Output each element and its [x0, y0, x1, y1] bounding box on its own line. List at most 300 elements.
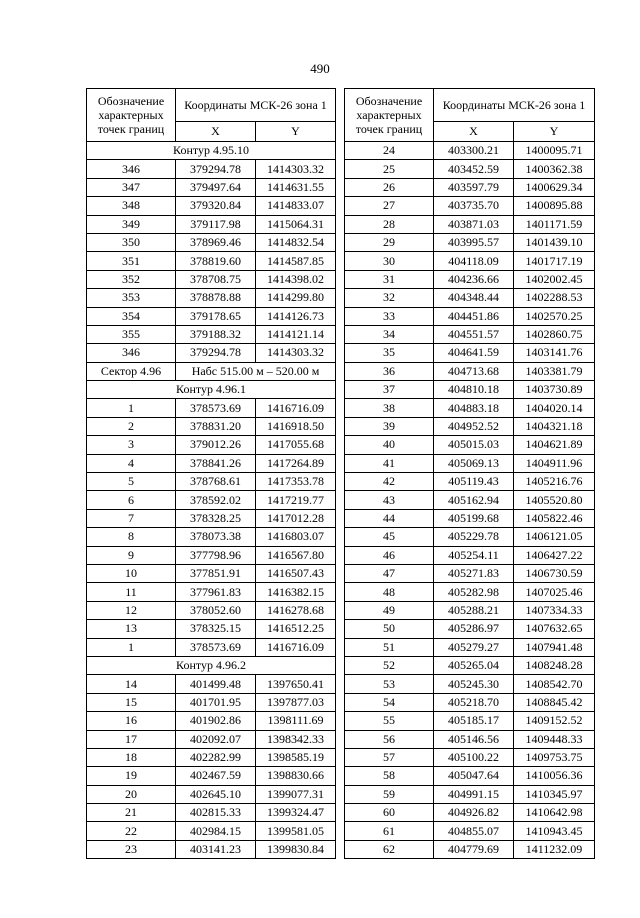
table-row — [345, 233, 595, 251]
table-row — [345, 583, 595, 601]
table-row — [345, 840, 595, 858]
y-coordinate: 1402860.75 — [514, 325, 595, 343]
x-coordinate: 404118.09 — [434, 252, 514, 270]
header-y: Y — [514, 122, 595, 142]
table-row — [87, 399, 336, 417]
point-number: 353 — [87, 289, 176, 307]
x-coordinate: 405119.43 — [434, 473, 514, 491]
y-coordinate: 1404621.89 — [514, 436, 595, 454]
y-coordinate: 1400362.38 — [514, 160, 595, 178]
header-coordinates: Координаты МСК-26 зона 1 — [176, 89, 336, 122]
y-coordinate: 1397877.03 — [256, 693, 336, 711]
x-coordinate: 378328.25 — [176, 509, 256, 527]
y-coordinate: 1416716.09 — [256, 638, 336, 656]
point-number: 46 — [345, 546, 434, 564]
y-coordinate: 1400629.34 — [514, 178, 595, 196]
x-coordinate: 405069.13 — [434, 454, 514, 472]
x-coordinate: 405047.64 — [434, 767, 514, 785]
table-row — [345, 325, 595, 343]
point-number: 6 — [87, 491, 176, 509]
y-coordinate: 1400095.71 — [514, 142, 595, 160]
left-table-body — [87, 142, 336, 859]
table-row — [345, 252, 595, 270]
point-number: 52 — [345, 656, 434, 674]
x-coordinate: 379294.78 — [176, 344, 256, 362]
y-coordinate: 1409753.75 — [514, 748, 595, 766]
table-row — [345, 767, 595, 785]
y-coordinate: 1416382.15 — [256, 583, 336, 601]
table-row — [87, 344, 336, 362]
y-coordinate: 1415064.31 — [256, 215, 336, 233]
y-coordinate: 1398111.69 — [256, 712, 336, 730]
y-coordinate: 1414303.32 — [256, 344, 336, 362]
point-number: 35 — [345, 344, 434, 362]
y-coordinate: 1407025.46 — [514, 583, 595, 601]
point-number: 49 — [345, 601, 434, 619]
sector-elevation: Набс 515.00 м – 520.00 м — [176, 362, 336, 380]
point-number: 17 — [87, 730, 176, 748]
table-row — [345, 785, 595, 803]
y-coordinate: 1416918.50 — [256, 417, 336, 435]
point-number: 5 — [87, 473, 176, 491]
x-coordinate: 404883.18 — [434, 399, 514, 417]
point-number: 11 — [87, 583, 176, 601]
table-row — [345, 215, 595, 233]
page-number: 490 — [310, 61, 330, 76]
point-number: 20 — [87, 785, 176, 803]
table-row — [345, 564, 595, 582]
x-coordinate: 405254.11 — [434, 546, 514, 564]
table-row — [345, 399, 595, 417]
x-coordinate: 402984.15 — [176, 822, 256, 840]
table-row — [87, 528, 336, 546]
point-number: 29 — [345, 233, 434, 251]
header-y: Y — [256, 122, 336, 142]
point-number: 36 — [345, 362, 434, 380]
table-row — [345, 509, 595, 527]
x-coordinate: 404348.44 — [434, 289, 514, 307]
point-number: 27 — [345, 197, 434, 215]
point-number: 355 — [87, 325, 176, 343]
table-row — [345, 381, 595, 399]
x-coordinate: 378325.15 — [176, 620, 256, 638]
y-coordinate: 1408248.28 — [514, 656, 595, 674]
x-coordinate: 378708.75 — [176, 270, 256, 288]
y-coordinate: 1409152.52 — [514, 712, 595, 730]
x-coordinate: 402645.10 — [176, 785, 256, 803]
y-coordinate: 1398342.33 — [256, 730, 336, 748]
x-coordinate: 402467.59 — [176, 767, 256, 785]
table-row — [345, 289, 595, 307]
y-coordinate: 1414121.14 — [256, 325, 336, 343]
point-number: 346 — [87, 160, 176, 178]
x-coordinate: 377961.83 — [176, 583, 256, 601]
table-row — [87, 564, 336, 582]
y-coordinate: 1406730.59 — [514, 564, 595, 582]
x-coordinate: 378969.46 — [176, 233, 256, 251]
point-number: 39 — [345, 417, 434, 435]
point-number: 16 — [87, 712, 176, 730]
table-row — [345, 804, 595, 822]
point-number: 44 — [345, 509, 434, 527]
point-number: 45 — [345, 528, 434, 546]
coordinates-table-left — [86, 88, 336, 859]
table-row — [87, 270, 336, 288]
sector-row — [87, 362, 336, 380]
table-row — [345, 638, 595, 656]
table-row — [345, 178, 595, 196]
y-coordinate: 1414587.85 — [256, 252, 336, 270]
table-row — [87, 712, 336, 730]
x-coordinate: 379012.26 — [176, 436, 256, 454]
table-row — [345, 601, 595, 619]
x-coordinate: 405199.68 — [434, 509, 514, 527]
table-row — [345, 693, 595, 711]
y-coordinate: 1408845.42 — [514, 693, 595, 711]
table-row — [87, 197, 336, 215]
table-row — [345, 748, 595, 766]
x-coordinate: 402282.99 — [176, 748, 256, 766]
table-row — [345, 160, 595, 178]
point-number: 62 — [345, 840, 434, 858]
table-row — [345, 454, 595, 472]
x-coordinate: 404926.82 — [434, 804, 514, 822]
point-number: 41 — [345, 454, 434, 472]
section-row — [87, 656, 336, 674]
x-coordinate: 403141.23 — [176, 840, 256, 858]
section-label: Контур 4.95.10 — [87, 142, 336, 160]
table-row — [87, 233, 336, 251]
x-coordinate: 379294.78 — [176, 160, 256, 178]
y-coordinate: 1414126.73 — [256, 307, 336, 325]
x-coordinate: 405282.98 — [434, 583, 514, 601]
point-number: 3 — [87, 436, 176, 454]
y-coordinate: 1414631.55 — [256, 178, 336, 196]
y-coordinate: 1417055.68 — [256, 436, 336, 454]
point-number: 33 — [345, 307, 434, 325]
x-coordinate: 404451.86 — [434, 307, 514, 325]
point-number: 350 — [87, 233, 176, 251]
x-coordinate: 379178.65 — [176, 307, 256, 325]
y-coordinate: 1407941.48 — [514, 638, 595, 656]
x-coordinate: 378573.69 — [176, 638, 256, 656]
header-designation: Обозначение характерных точек границ — [87, 89, 176, 142]
x-coordinate: 405185.17 — [434, 712, 514, 730]
x-coordinate: 405229.78 — [434, 528, 514, 546]
x-coordinate: 405271.83 — [434, 564, 514, 582]
table-row — [87, 840, 336, 858]
x-coordinate: 403735.70 — [434, 197, 514, 215]
x-coordinate: 405162.94 — [434, 491, 514, 509]
point-number: 22 — [87, 822, 176, 840]
point-number: 34 — [345, 325, 434, 343]
point-number: 50 — [345, 620, 434, 638]
point-number: 38 — [345, 399, 434, 417]
x-coordinate: 378768.61 — [176, 473, 256, 491]
point-number: 24 — [345, 142, 434, 160]
y-coordinate: 1411232.09 — [514, 840, 595, 858]
point-number: 352 — [87, 270, 176, 288]
table-row — [87, 583, 336, 601]
y-coordinate: 1416567.80 — [256, 546, 336, 564]
table-row — [87, 307, 336, 325]
y-coordinate: 1406121.05 — [514, 528, 595, 546]
y-coordinate: 1403141.76 — [514, 344, 595, 362]
point-number: 13 — [87, 620, 176, 638]
y-coordinate: 1416803.07 — [256, 528, 336, 546]
table-row — [87, 693, 336, 711]
y-coordinate: 1407334.33 — [514, 601, 595, 619]
table-row — [87, 289, 336, 307]
x-coordinate: 377798.96 — [176, 546, 256, 564]
x-coordinate: 378841.26 — [176, 454, 256, 472]
x-coordinate: 401499.48 — [176, 675, 256, 693]
x-coordinate: 378878.88 — [176, 289, 256, 307]
x-coordinate: 404236.66 — [434, 270, 514, 288]
y-coordinate: 1416716.09 — [256, 399, 336, 417]
table-row — [87, 730, 336, 748]
point-number: 58 — [345, 767, 434, 785]
y-coordinate: 1417012.28 — [256, 509, 336, 527]
y-coordinate: 1399324.47 — [256, 804, 336, 822]
y-coordinate: 1417264.89 — [256, 454, 336, 472]
x-coordinate: 378073.38 — [176, 528, 256, 546]
section-row — [87, 142, 336, 160]
table-row — [345, 417, 595, 435]
y-coordinate: 1407632.65 — [514, 620, 595, 638]
y-coordinate: 1414299.80 — [256, 289, 336, 307]
y-coordinate: 1404020.14 — [514, 399, 595, 417]
x-coordinate: 405279.27 — [434, 638, 514, 656]
table-row — [345, 656, 595, 674]
point-number: 42 — [345, 473, 434, 491]
table-row — [87, 804, 336, 822]
point-number: 347 — [87, 178, 176, 196]
table-row — [87, 620, 336, 638]
section-label: Контур 4.96.2 — [87, 656, 336, 674]
x-coordinate: 403300.21 — [434, 142, 514, 160]
y-coordinate: 1399581.05 — [256, 822, 336, 840]
point-number: 7 — [87, 509, 176, 527]
point-number: 21 — [87, 804, 176, 822]
table-row — [345, 712, 595, 730]
section-row — [87, 381, 336, 399]
table-row — [345, 197, 595, 215]
x-coordinate: 404551.57 — [434, 325, 514, 343]
point-number: 32 — [345, 289, 434, 307]
x-coordinate: 405286.97 — [434, 620, 514, 638]
y-coordinate: 1417219.77 — [256, 491, 336, 509]
point-number: 23 — [87, 840, 176, 858]
table-row — [345, 620, 595, 638]
y-coordinate: 1399077.31 — [256, 785, 336, 803]
table-row — [87, 509, 336, 527]
table-row — [345, 730, 595, 748]
y-coordinate: 1402002.45 — [514, 270, 595, 288]
x-coordinate: 404952.52 — [434, 417, 514, 435]
table-row — [345, 822, 595, 840]
point-number: 61 — [345, 822, 434, 840]
x-coordinate: 404713.68 — [434, 362, 514, 380]
point-number: 40 — [345, 436, 434, 454]
coordinates-table-right — [344, 88, 595, 859]
y-coordinate: 1400895.88 — [514, 197, 595, 215]
x-coordinate: 377851.91 — [176, 564, 256, 582]
point-number: 53 — [345, 675, 434, 693]
x-coordinate: 404991.15 — [434, 785, 514, 803]
table-row — [87, 454, 336, 472]
table-row — [345, 528, 595, 546]
x-coordinate: 378831.20 — [176, 417, 256, 435]
y-coordinate: 1410642.98 — [514, 804, 595, 822]
point-number: 346 — [87, 344, 176, 362]
x-coordinate: 379117.98 — [176, 215, 256, 233]
y-coordinate: 1416512.25 — [256, 620, 336, 638]
x-coordinate: 379320.84 — [176, 197, 256, 215]
x-coordinate: 403452.59 — [434, 160, 514, 178]
point-number: 28 — [345, 215, 434, 233]
x-coordinate: 405245.30 — [434, 675, 514, 693]
point-number: 60 — [345, 804, 434, 822]
y-coordinate: 1414303.32 — [256, 160, 336, 178]
y-coordinate: 1410345.97 — [514, 785, 595, 803]
y-coordinate: 1408542.70 — [514, 675, 595, 693]
point-number: 55 — [345, 712, 434, 730]
table-row — [87, 215, 336, 233]
y-coordinate: 1401717.19 — [514, 252, 595, 270]
x-coordinate: 405146.56 — [434, 730, 514, 748]
table-row — [87, 417, 336, 435]
point-number: 8 — [87, 528, 176, 546]
y-coordinate: 1403381.79 — [514, 362, 595, 380]
table-row — [87, 160, 336, 178]
table-row — [87, 785, 336, 803]
point-number: 14 — [87, 675, 176, 693]
header-designation: Обозначение характерных точек границ — [345, 89, 434, 142]
sector-name: Сектор 4.96 — [87, 362, 176, 380]
y-coordinate: 1402570.25 — [514, 307, 595, 325]
point-number: 51 — [345, 638, 434, 656]
point-number: 31 — [345, 270, 434, 288]
point-number: 26 — [345, 178, 434, 196]
y-coordinate: 1401171.59 — [514, 215, 595, 233]
x-coordinate: 405265.04 — [434, 656, 514, 674]
table-row — [345, 142, 595, 160]
table-row — [87, 546, 336, 564]
point-number: 30 — [345, 252, 434, 270]
point-number: 54 — [345, 693, 434, 711]
x-coordinate: 405015.03 — [434, 436, 514, 454]
x-coordinate: 378592.02 — [176, 491, 256, 509]
point-number: 37 — [345, 381, 434, 399]
point-number: 59 — [345, 785, 434, 803]
y-coordinate: 1401439.10 — [514, 233, 595, 251]
y-coordinate: 1410943.45 — [514, 822, 595, 840]
point-number: 47 — [345, 564, 434, 582]
point-number: 12 — [87, 601, 176, 619]
y-coordinate: 1403730.89 — [514, 381, 595, 399]
point-number: 1 — [87, 638, 176, 656]
y-coordinate: 1404321.18 — [514, 417, 595, 435]
table-row — [345, 675, 595, 693]
y-coordinate: 1397650.41 — [256, 675, 336, 693]
point-number: 354 — [87, 307, 176, 325]
y-coordinate: 1405520.80 — [514, 491, 595, 509]
point-number: 18 — [87, 748, 176, 766]
y-coordinate: 1416278.68 — [256, 601, 336, 619]
table-row — [87, 748, 336, 766]
table-row — [87, 675, 336, 693]
point-number: 10 — [87, 564, 176, 582]
table-row — [345, 270, 595, 288]
x-coordinate: 378573.69 — [176, 399, 256, 417]
y-coordinate: 1405216.76 — [514, 473, 595, 491]
point-number: 56 — [345, 730, 434, 748]
y-coordinate: 1414832.54 — [256, 233, 336, 251]
point-number: 19 — [87, 767, 176, 785]
point-number: 57 — [345, 748, 434, 766]
point-number: 349 — [87, 215, 176, 233]
table-row — [87, 325, 336, 343]
point-number: 25 — [345, 160, 434, 178]
right-table-body — [345, 142, 595, 859]
x-coordinate: 378052.60 — [176, 601, 256, 619]
point-number: 9 — [87, 546, 176, 564]
table-row — [345, 307, 595, 325]
point-number: 348 — [87, 197, 176, 215]
y-coordinate: 1416507.43 — [256, 564, 336, 582]
header-coordinates: Координаты МСК-26 зона 1 — [434, 89, 595, 122]
y-coordinate: 1404911.96 — [514, 454, 595, 472]
point-number: 4 — [87, 454, 176, 472]
x-coordinate: 379497.64 — [176, 178, 256, 196]
y-coordinate: 1409448.33 — [514, 730, 595, 748]
point-number: 351 — [87, 252, 176, 270]
y-coordinate: 1414398.02 — [256, 270, 336, 288]
x-coordinate: 404810.18 — [434, 381, 514, 399]
table-row — [345, 436, 595, 454]
table-row — [87, 767, 336, 785]
table-row — [345, 546, 595, 564]
x-coordinate: 405100.22 — [434, 748, 514, 766]
x-coordinate: 404779.69 — [434, 840, 514, 858]
table-row — [87, 822, 336, 840]
x-coordinate: 379188.32 — [176, 325, 256, 343]
point-number: 2 — [87, 417, 176, 435]
y-coordinate: 1398830.66 — [256, 767, 336, 785]
x-coordinate: 378819.60 — [176, 252, 256, 270]
table-row — [87, 178, 336, 196]
x-coordinate: 403597.79 — [434, 178, 514, 196]
point-number: 15 — [87, 693, 176, 711]
x-coordinate: 401701.95 — [176, 693, 256, 711]
x-coordinate: 405288.21 — [434, 601, 514, 619]
table-row — [345, 491, 595, 509]
y-coordinate: 1417353.78 — [256, 473, 336, 491]
x-coordinate: 402815.33 — [176, 804, 256, 822]
table-row — [87, 473, 336, 491]
x-coordinate: 404855.07 — [434, 822, 514, 840]
section-label: Контур 4.96.1 — [87, 381, 336, 399]
table-row — [345, 473, 595, 491]
x-coordinate: 403995.57 — [434, 233, 514, 251]
y-coordinate: 1399830.84 — [256, 840, 336, 858]
table-row — [87, 638, 336, 656]
x-coordinate: 402092.07 — [176, 730, 256, 748]
header-x: X — [434, 122, 514, 142]
table-row — [87, 252, 336, 270]
table-row — [87, 601, 336, 619]
